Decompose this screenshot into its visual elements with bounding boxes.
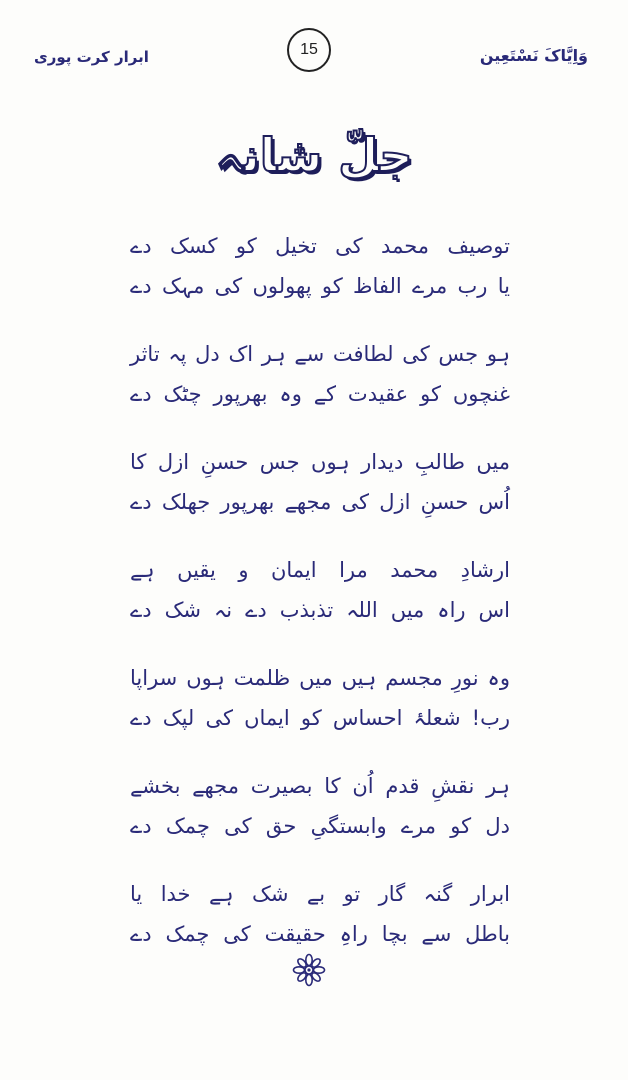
book-title: وَاِیَّاکَ نَسْتَعِین bbox=[479, 46, 588, 65]
verse-line: ہو جس کی لطافت سے ہر اک دل پہ تاثر bbox=[130, 342, 510, 366]
stanza bbox=[130, 550, 510, 658]
verse-line: وہ نورِ مجسم ہیں میں ظلمت ہوں سراپا bbox=[130, 666, 510, 690]
stanza bbox=[130, 226, 510, 334]
stanza bbox=[130, 766, 510, 874]
page-header bbox=[0, 28, 628, 78]
flower-ornament-icon bbox=[291, 952, 327, 988]
verse-line: اس راہ میں اللہ تذبذب دے نہ شک دے bbox=[130, 598, 510, 622]
stanza bbox=[130, 442, 510, 550]
verse-line: رب! شعلۂ احساس کو ایماں کی لپک دے bbox=[130, 706, 510, 730]
verse-line: یا رب مرے الفاظ کو پھولوں کی مہک دے bbox=[130, 274, 510, 298]
verse-line: توصیف محمد کی تخیل کو کسک دے bbox=[130, 234, 510, 258]
stanza bbox=[130, 334, 510, 442]
verse-line: دل کو مرے وابستگیِ حق کی چمک دے bbox=[130, 814, 510, 838]
verse-line: ابرار گنہ گار تو بے شک ہے خدا یا bbox=[130, 882, 510, 906]
verse-line: باطل سے بچا راہِ حقیقت کی چمک دے bbox=[130, 922, 510, 946]
verse-line: ہر نقشِ قدم اُن کا بصیرت مجھے بخشے bbox=[130, 774, 510, 798]
verse-line: میں طالبِ دیدار ہوں جس حسنِ ازل کا bbox=[130, 450, 510, 474]
stanza bbox=[130, 658, 510, 766]
poem-title: جلّ شانہ bbox=[215, 128, 413, 182]
author-name: ابرار کرت پوری bbox=[34, 48, 149, 66]
page-number-text: 15 bbox=[300, 41, 318, 58]
verse-line: ارشادِ محمد مرا ایمان و یقیں ہے bbox=[130, 558, 510, 582]
page-number bbox=[287, 28, 331, 72]
verse-line: غنچوں کو عقیدت کے وہ بھرپور چٹک دے bbox=[130, 382, 510, 406]
poem-body bbox=[130, 226, 510, 982]
verse-line: اُس حسنِ ازل کی مجھے بھرپور جھلک دے bbox=[130, 490, 510, 514]
